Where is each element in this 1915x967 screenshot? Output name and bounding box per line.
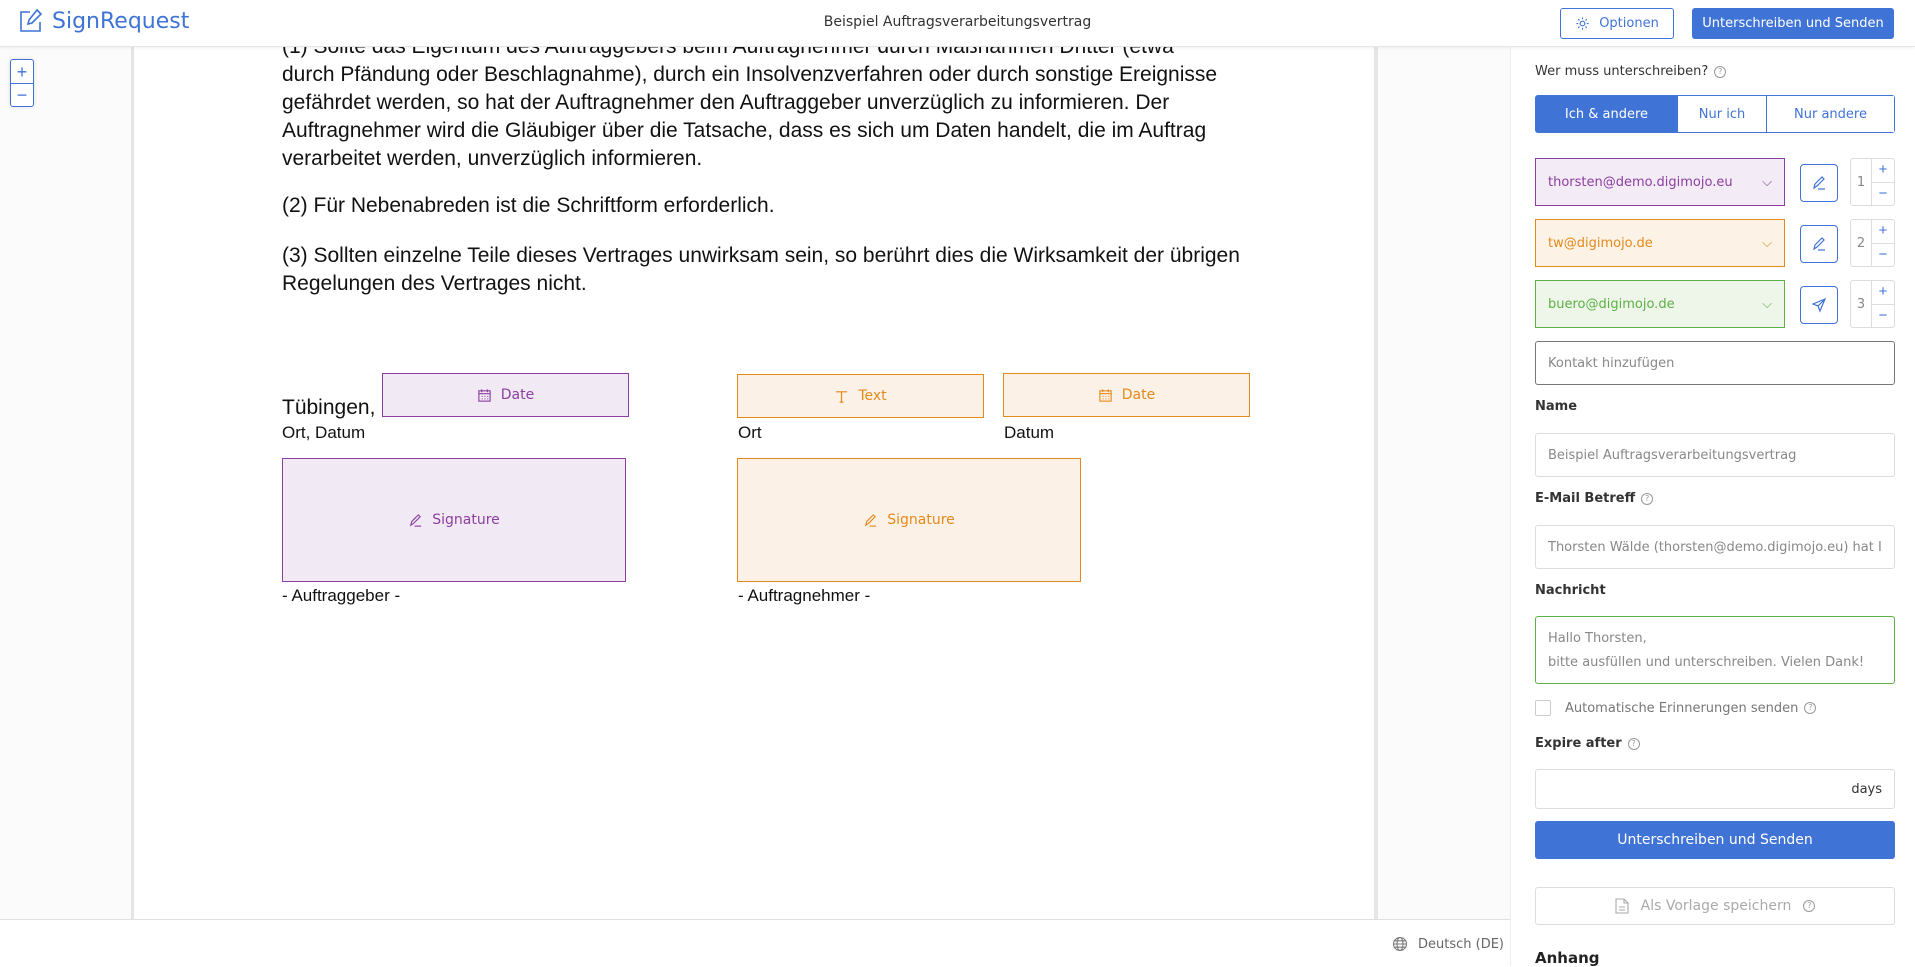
subject-input[interactable]: Thorsten Wälde (thorsten@demo.digimojo.eu) hat I: [1535, 525, 1895, 569]
document-icon: [1615, 898, 1629, 914]
save-as-template-label: Als Vorlage speichern: [1640, 898, 1792, 914]
add-contact-input[interactable]: Kontakt hinzufügen: [1535, 341, 1895, 385]
chevron-down-icon: ⌵: [1762, 174, 1772, 190]
place-text: Tübingen,: [282, 396, 376, 419]
label-ort-datum: Ort, Datum: [282, 423, 366, 442]
language-label: Deutsch (DE): [1417, 936, 1504, 952]
mode-only-others[interactable]: Nur andere: [1766, 96, 1894, 132]
who-signs-heading: [1535, 64, 1726, 79]
attachment-heading: Anhang: [1535, 949, 1600, 967]
message-label: [1535, 583, 1606, 598]
signature-field-label: Signature: [887, 512, 955, 528]
send-icon: [1811, 297, 1827, 313]
zoom-in-button[interactable]: +: [11, 60, 33, 83]
help-icon[interactable]: ?: [1804, 702, 1816, 714]
zoom-out-button[interactable]: −: [11, 83, 33, 106]
order-increase-button[interactable]: +: [1872, 159, 1894, 182]
order-increase-button[interactable]: +: [1872, 281, 1894, 304]
reminders-label: Automatische Erinnerungen senden: [1565, 700, 1799, 716]
expire-days-input[interactable]: [1535, 769, 1895, 809]
help-icon[interactable]: ?: [1628, 738, 1640, 750]
paragraph-2: (2) Für Nebenabreden ist die Schriftform erforderlich.: [282, 194, 775, 217]
expire-label: [1535, 736, 1640, 751]
message-line: bitte ausfüllen und unterschreiben. Vielen Dank!: [1548, 655, 1865, 670]
reminders-checkbox-row[interactable]: [1535, 700, 1816, 716]
name-label-text: Name: [1535, 399, 1578, 414]
signature-field-signer-2[interactable]: [737, 458, 1081, 582]
pen-icon: [408, 513, 423, 528]
signer-3-order-stepper: [1850, 280, 1895, 328]
signature-field-label: Signature: [432, 512, 500, 528]
message-line: Hallo Thorsten,: [1548, 631, 1647, 646]
signer-order-number: 3: [1851, 281, 1872, 327]
order-increase-button[interactable]: +: [1872, 220, 1894, 243]
help-icon[interactable]: ?: [1803, 900, 1815, 912]
date-field-label: Date: [1121, 387, 1156, 403]
order-decrease-button[interactable]: −: [1872, 304, 1894, 328]
calendar-icon: [1098, 388, 1113, 403]
name-label: [1535, 399, 1577, 414]
signer-3-select[interactable]: [1535, 280, 1785, 328]
mode-me-and-others[interactable]: Ich & andere: [1536, 96, 1677, 132]
chevron-down-icon: ⌵: [1762, 296, 1772, 312]
date-field-signer-2[interactable]: [1003, 373, 1250, 417]
label-ort: Ort: [738, 423, 762, 442]
calendar-icon: [477, 388, 492, 403]
top-bar: [0, 0, 1915, 47]
text-field-signer-2[interactable]: [737, 374, 984, 418]
signature-field-signer-1[interactable]: [282, 458, 626, 582]
signer-1-select[interactable]: [1535, 158, 1785, 206]
signer-2-role-button[interactable]: [1800, 225, 1838, 263]
label-datum: Datum: [1004, 423, 1055, 442]
text-field-label: Text: [858, 388, 887, 404]
zoom-control: [10, 59, 34, 107]
message-textarea[interactable]: [1535, 616, 1895, 684]
pen-icon: [1811, 175, 1827, 191]
signer-1-role-button[interactable]: [1800, 164, 1838, 202]
page-edge-right: [1374, 47, 1378, 919]
paragraph-3: (3) Sollten einzelne Teile dieses Vertrages unwirksam sein, so berührt dies die Wirksamkeit der übrigen Regelungen des Vertrages nicht.: [282, 244, 1240, 295]
logo[interactable]: [18, 8, 189, 34]
pen-icon: [1811, 236, 1827, 252]
language-selector[interactable]: [1392, 936, 1504, 952]
expire-label-text: Expire after: [1535, 736, 1622, 751]
expire-unit: days: [1851, 781, 1882, 797]
text-icon: [834, 389, 849, 404]
signing-mode-selector: [1535, 95, 1895, 133]
signer-email: thorsten@demo.digimojo.eu: [1548, 174, 1733, 190]
message-label-text: Nachricht: [1535, 583, 1606, 598]
options-label: Optionen: [1599, 16, 1659, 31]
logo-text: SignRequest: [52, 8, 190, 34]
help-icon[interactable]: ?: [1641, 493, 1653, 505]
send-settings-panel: [1510, 47, 1915, 966]
chevron-down-icon: ⌵: [1762, 235, 1772, 251]
order-decrease-button[interactable]: −: [1872, 243, 1894, 267]
document-viewer[interactable]: [0, 47, 1510, 919]
signer-2-select[interactable]: [1535, 219, 1785, 267]
date-field-label: Date: [500, 387, 535, 403]
signer-2-order-stepper: [1850, 219, 1895, 267]
sign-logo-icon: [18, 8, 44, 34]
subject-label: [1535, 491, 1653, 506]
options-button[interactable]: [1560, 8, 1674, 39]
mode-only-me[interactable]: Nur ich: [1677, 96, 1766, 132]
save-as-template-button[interactable]: [1535, 887, 1895, 925]
gear-icon: [1575, 16, 1590, 31]
globe-icon: [1392, 936, 1408, 952]
pen-icon: [863, 513, 878, 528]
reminders-checkbox[interactable]: [1535, 700, 1551, 716]
signer-3-role-button[interactable]: [1800, 286, 1838, 324]
date-field-signer-1[interactable]: [382, 373, 629, 417]
help-icon[interactable]: ?: [1714, 66, 1726, 78]
document-title: Beispiel Auftragsverarbeitungsvertrag: [823, 14, 1092, 30]
name-input[interactable]: Beispiel Auftragsverarbeitungsvertrag: [1535, 433, 1895, 477]
sign-and-send-button[interactable]: Unterschreiben und Senden: [1535, 821, 1895, 859]
paragraph-1: durch Pfändung oder Beschlagnahme), durch ein Insolvenzverfahren oder durch sonstige Ereignisse gefährdet werden, so hat der Auftragnehmer den Auftraggeber unverzüglich zu informieren. Der Auftragnehmer wird die Gläubiger über die Tatsache, dass es sich um Daten handelt, die im Auftrag verarbeitet werden, unverzüglich informieren.: [282, 63, 1218, 170]
signer-order-number: 1: [1851, 159, 1872, 205]
signer-email: buero@digimojo.de: [1548, 296, 1675, 312]
signer-order-number: 2: [1851, 220, 1872, 266]
order-decrease-button[interactable]: −: [1872, 182, 1894, 206]
who-signs-label: Wer muss unterschreiben?: [1535, 64, 1709, 79]
signer-1-order-stepper: [1850, 158, 1895, 206]
signer-email: tw@digimojo.de: [1548, 235, 1653, 251]
footer-bar: [0, 919, 1510, 966]
label-auftragnehmer: - Auftragnehmer -: [738, 586, 871, 605]
sign-and-send-top-button[interactable]: Unterschreiben und Senden: [1692, 8, 1894, 39]
label-auftraggeber: - Auftraggeber -: [282, 586, 401, 605]
subject-label-text: E-Mail Betreff: [1535, 491, 1636, 506]
